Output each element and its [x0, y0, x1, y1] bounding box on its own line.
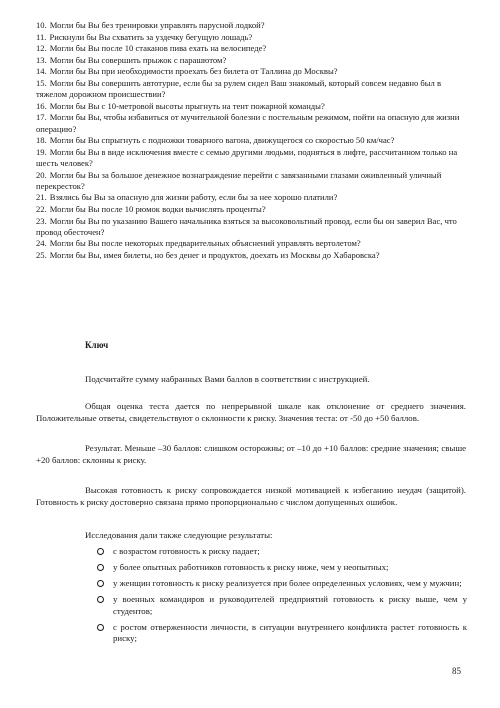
list-item: у военных командиров и руководителей предприятий готовность к риску выше, чем у студентов; [97, 594, 467, 617]
circle-bullet-icon [97, 596, 104, 603]
question-item: 13. Могли бы Вы совершить прыжок с парашютом? [36, 54, 227, 65]
question-list [36, 20, 466, 262]
question-item: 18. Могли бы Вы спрыгнуть с подножки товарного вагона, движущегося со скоростью 50 км/час? [36, 135, 395, 146]
question-item: 24. Могли бы Вы после некоторых предварительных объяснений управлять вертолетом? [36, 238, 361, 249]
research-intro-paragraph: Исследования дали также следующие результаты: [85, 529, 273, 540]
circle-bullet-icon [97, 548, 104, 555]
list-item: с ростом отверженности личности, в ситуации внутреннего конфликта растет готовность к риску; [97, 622, 467, 645]
question-item: 11. Рискнули бы Вы схватить за уздечку бегущую лошадь? [36, 31, 253, 42]
list-item: с возрастом готовность к риску падает; [97, 546, 467, 558]
circle-bullet-icon [97, 580, 104, 587]
question-item: 12. Могли бы Вы после 10 стаканов пива ехать на велосипеде? [36, 43, 267, 54]
question-item: 23. Могли бы Вы по указанию Вашего начальника взяться за высоковольтный провод, если бы он заверил Вас, что провод обесточен? [36, 215, 457, 237]
question-item: 15. Могли бы Вы совершить автотурне, если бы за рулем сидел Ваш знакомый, который совсем недавно был в тяжелом дорожном происшествии? [36, 77, 442, 100]
question-item: 17. Могли бы Вы, чтобы избавиться от мучительной болезни с постельным режимом, пойти на опасную для жизни операцию? [36, 112, 460, 134]
page-number: 85 [452, 666, 461, 676]
assessment-paragraph: Общая оценка теста дается по непрерывной шкале как отклонение от среднего значения. Положительные ответы, свидетельствуют о склонности к риску. Значения теста: от -50 до +50 баллов. [36, 400, 466, 423]
question-item: 20. Могли бы Вы за большое денежное вознаграждение перейти с завязанными глазами оживленный уличный перекресток? [36, 169, 442, 191]
key-heading: Ключ [85, 340, 109, 350]
circle-bullet-icon [97, 624, 104, 631]
question-item: 16. Могли бы Вы с 10-метровой высоты прыгнуть на тент пожарной команды? [36, 100, 325, 111]
question-item: 10. Могли бы Вы без тренировки управлять парусной лодкой? [36, 20, 265, 30]
findings-list [97, 546, 467, 649]
list-item: у женщин готовность к риску реализуется при более определенных условиях, чем у мужчин; [97, 578, 467, 590]
question-item: 19. Могли бы Вы в виде исключения вместе с семью другими людьми, подняться в лифте, рассчитанном только на шесть человек? [36, 146, 458, 168]
question-item: 22. Могли бы Вы после 10 рюмок водки вычислять проценты? [36, 203, 266, 214]
motivation-paragraph: Высокая готовность к риску сопровождается низкой мотивацией к избеганию неудач (защитой). Готовность к риску достоверно связана прямо пропорционально с числом допущенных ошибок. [36, 484, 466, 507]
question-item: 21. Взялись бы Вы за опасную для жизни работу, если бы за нее хорошо платили? [36, 192, 338, 203]
list-item: у более опытных работников готовность к риску ниже, чем у неопытных; [97, 562, 467, 574]
circle-bullet-icon [97, 564, 104, 571]
results-scale-paragraph: Результат. Меньше –30 баллов: слишком осторожны; от –10 до +10 баллов: средние значения; свыше +20 баллов: склонны к риску. [36, 442, 466, 465]
question-item: 14. Могли бы Вы при необходимости проехать без билета от Таллина до Москвы? [36, 66, 338, 77]
instruction-paragraph: Подсчитайте сумму набранных Вами баллов в соответствии с инструкцией. [85, 373, 370, 384]
question-item: 25. Могли бы Вы, имея билеты, но без денег и продуктов, доехать из Москвы до Хабаровска? [36, 249, 380, 260]
